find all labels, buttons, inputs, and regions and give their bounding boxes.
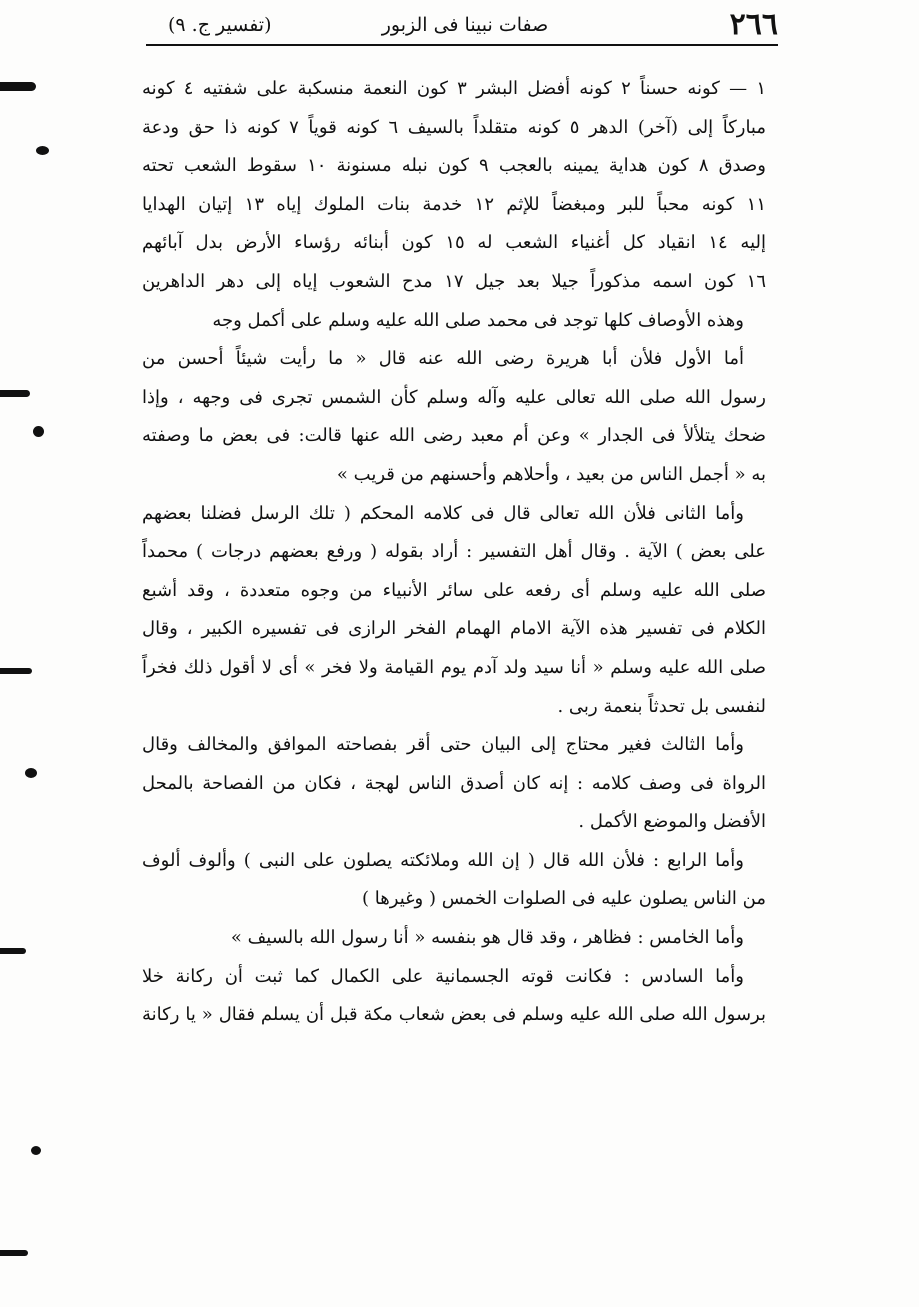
text-line: صلى الله عليه وسلم أى رفعه على سائر الأنبياء من وجوه متعددة ، وقد أشبع — [142, 579, 766, 601]
text-line: برسول الله صلى الله عليه وسلم فى بعض شعاب مكة قبل أن يسلم فقال « يا ركانة — [142, 1004, 766, 1026]
text-line: وأما الثانى فلأن الله تعالى قال فى كلامه المحكم ( تلك الرسل فضلنا بعضهم — [142, 502, 744, 524]
text-line: وأما الخامس : فظاهر ، وقد قال هو بنفسه « أنا رسول الله بالسيف » — [230, 927, 744, 949]
header-rule — [146, 44, 778, 46]
margin-blot — [36, 146, 49, 155]
margin-blot — [31, 1146, 41, 1155]
sura-reference: (تفسير ج. ٩) — [168, 14, 272, 36]
margin-mark — [0, 668, 32, 674]
text-line: وأما السادس : فكانت قوته الجسمانية على الكمال كما ثبت أن ركانة خلا — [142, 965, 744, 987]
text-line: ضحك يتلألأ فى الجدار » وعن أم معبد رضى الله عنها قالت: فى بعض ما وصفته — [142, 425, 766, 447]
margin-mark — [0, 390, 30, 397]
page-title: صفات نبينا فى الزبور — [381, 14, 549, 36]
text-line: ١١ كونه محباً للبر ومبغضاً للإثم ١٢ خدمة بنات الملوك إياه ١٣ إتيان الهدايا — [142, 193, 766, 215]
margin-mark — [0, 948, 26, 954]
page-number: ٢٦٦ — [729, 7, 778, 42]
text-line: ١٦ كون اسمه مذكوراً جيلا بعد جيل ١٧ مدح الشعوب إياه إلى دهر الداهرين — [142, 270, 766, 292]
body-text — [142, 70, 766, 1035]
text-line: وأما الثالث فغير محتاج إلى البيان حتى أقر بفصاحته الموافق والمخالف وقال — [142, 734, 744, 756]
text-line: صلى الله عليه وسلم « أنا سيد ولد آدم يوم القيامة ولا فخر » أى لا أقول ذلك فخراً — [142, 656, 766, 678]
text-line: وصدق ٨ كون هداية يمينه بالعجب ٩ كون نبله مسنونة ١٠ سقوط الشعب تحته — [142, 155, 766, 177]
margin-mark — [0, 82, 36, 91]
text-line: ١ — كونه حسناً ٢ كونه أفضل البشر ٣ كون النعمة منسكبة على شفتيه ٤ كونه — [142, 78, 766, 99]
text-line: الكلام فى تفسير هذه الآية الامام الهمام الفخر الرازى فى تفسيره الكبير ، وقال — [142, 618, 766, 640]
running-header — [140, 7, 780, 44]
text-line: الرواة فى وصف كلامه : إنه كان أصدق الناس لهجة ، فكان من الفصاحة بالمحل — [142, 772, 766, 794]
margin-mark — [0, 1250, 28, 1256]
margin-blot — [25, 768, 37, 778]
text-line: على بعض ) الآية . وقال أهل التفسير : أراد بقوله ( ورفع بعضهم درجات ) محمداً — [142, 541, 766, 563]
text-line: أما الأول فلأن أبا هريرة رضى الله عنه قال « ما رأيت شيئاً أحسن من — [142, 348, 744, 370]
text-line: الأفضل والموضع الأكمل . — [578, 811, 766, 833]
text-line: وأما الرابع : فلأن الله قال ( إن الله وملائكته يصلون على النبى ) وألوف ألوف — [142, 849, 744, 871]
text-line: مباركاً إلى (آخر) الدهر ٥ كونه متقلداً بالسيف ٦ كونه قوياً ٧ كونه ذا حق ودعة — [142, 116, 766, 138]
text-line: من الناس يصلون عليه فى الصلوات الخمس ( وغيرها ) — [362, 888, 766, 910]
text-line: لنفسى بل تحدثاً بنعمة ربى . — [557, 695, 766, 717]
margin-blot — [33, 426, 44, 437]
text-line: وهذه الأوصاف كلها توجد فى محمد صلى الله عليه وسلم على أكمل وجه — [212, 309, 744, 331]
text-line: رسول الله صلى الله تعالى عليه وآله وسلم كأن الشمس تجرى فى وجهه ، وإذا — [142, 386, 766, 408]
text-line: إليه ١٤ انقياد كل أغنياء الشعب له ١٥ كون أبنائه رؤساء الأرض بدل آبائهم — [142, 232, 766, 254]
text-line: به « أجمل الناس من بعيد ، وأحلاهم وأحسنهم من قريب » — [336, 463, 766, 485]
